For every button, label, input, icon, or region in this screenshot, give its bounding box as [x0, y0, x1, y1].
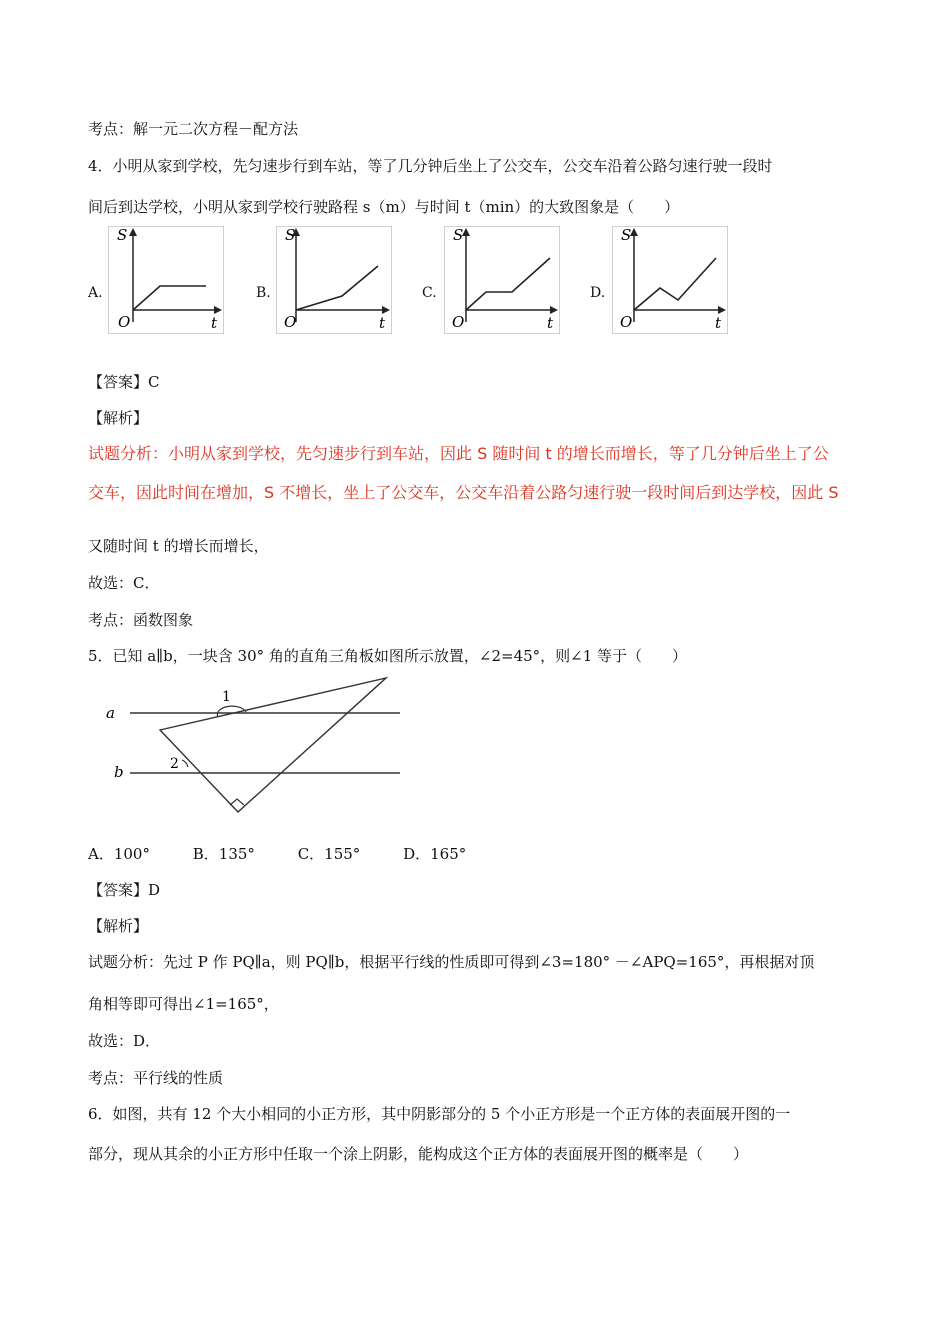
analysis-heading: 【解析】	[88, 917, 149, 935]
graph-option-c	[444, 226, 560, 334]
option-c-label: C.	[422, 285, 437, 301]
analysis-text: 试题分析：先过 P 作 PQ∥a，则 PQ∥b，根据平行线的性质即可得到∠3=180° －∠APQ=165°，再根据对顶	[88, 953, 815, 971]
analysis-text-highlight: 试题分析：小明从家到学校，先匀速步行到车站，因此 S 随时间 t 的增长而增长，等了几分钟后坐上了公	[88, 444, 829, 463]
s-axis-label: S	[117, 226, 128, 244]
line-b-label: b	[114, 763, 124, 781]
question-6-text: 6．如图，共有 12 个大小相同的小正方形，其中阴影部分的 5 个小正方形是一个正方体的表面展开图的一	[88, 1105, 791, 1123]
origin-label: O	[452, 313, 465, 331]
question-4-text-cont: 间后到达学校，小明从家到学校行驶路程 s（m）与时间 t（min）的大致图象是（ ）	[88, 198, 680, 216]
choice-result: 故选：D．	[88, 1032, 161, 1050]
graph-option-a	[108, 226, 224, 334]
option-d: D．165°	[403, 845, 467, 863]
graph-option-b	[276, 226, 392, 334]
origin-label: O	[620, 313, 633, 331]
option-a-label: A.	[88, 285, 103, 301]
origin-label: O	[118, 313, 131, 331]
t-axis-label: t	[211, 314, 218, 332]
answer-label: 【答案】C	[88, 373, 160, 391]
t-axis-label: t	[547, 314, 554, 332]
s-axis-label: S	[453, 226, 464, 244]
angle-1-label: 1	[222, 689, 231, 705]
kaodian-line: 考点：平行线的性质	[88, 1069, 224, 1087]
question-6-text-cont: 部分，现从其余的小正方形中任取一个涂上阴影，能构成这个正方体的表面展开图的概率是（ ）	[88, 1145, 749, 1163]
analysis-heading: 【解析】	[88, 409, 149, 427]
analysis-text-highlight-cont: 交车，因此时间在增加，S 不增长，坐上了公交车，公交车沿着公路匀速行驶一段时间后到达学校，因此 S	[88, 483, 839, 502]
answer-label: 【答案】D	[88, 881, 161, 899]
option-c: C．155°	[297, 845, 361, 863]
analysis-text: 又随时间 t 的增长而增长，	[88, 537, 269, 555]
option-d-label: D.	[590, 285, 606, 301]
question-4-text: 4．小明从家到学校，先匀速步行到车站，等了几分钟后坐上了公交车，公交车沿着公路匀速行驶一段时	[88, 157, 773, 175]
kaodian-line: 考点：函数图象	[88, 611, 194, 629]
s-axis-label: S	[285, 226, 296, 244]
option-b-label: B.	[256, 285, 271, 301]
kaodian-line: 考点：解一元二次方程－配方法	[88, 120, 299, 138]
option-b: B．135°	[192, 845, 255, 863]
angle-2-label: 2	[170, 756, 179, 772]
analysis-text-cont: 角相等即可得出∠1=165°，	[88, 995, 279, 1013]
t-axis-label: t	[379, 314, 386, 332]
origin-label: O	[284, 313, 297, 331]
question-5-text: 5．已知 a∥b，一块含 30° 角的直角三角板如图所示放置，∠2=45°，则∠1 等于（ ）	[88, 647, 688, 665]
line-a-label: a	[106, 704, 115, 722]
t-axis-label: t	[715, 314, 722, 332]
question-5-options	[88, 843, 504, 864]
s-axis-label: S	[621, 226, 632, 244]
parallel-lines-figure	[100, 672, 410, 822]
graph-option-d	[612, 226, 728, 334]
choice-result: 故选：C．	[88, 574, 160, 592]
option-a: A．100°	[88, 845, 150, 863]
